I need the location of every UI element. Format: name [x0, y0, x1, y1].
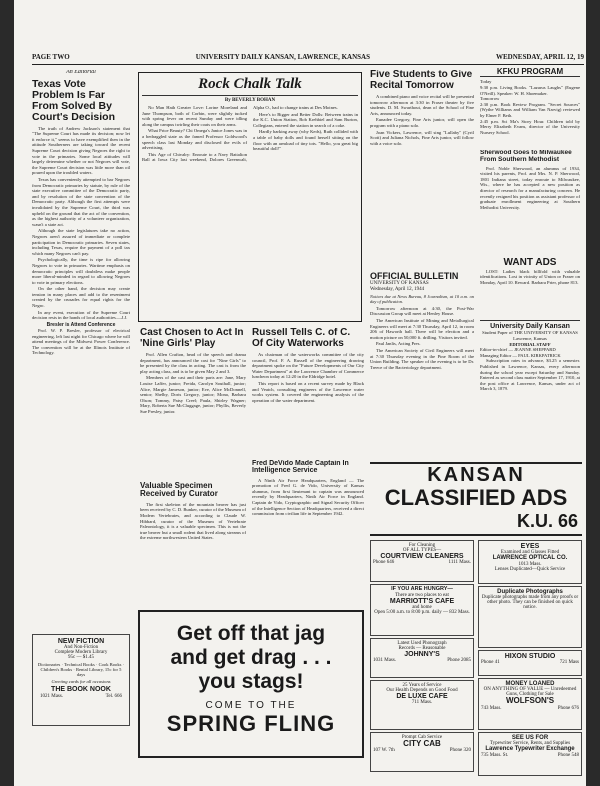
ad-name: MARRIOTT'S CAFE	[389, 597, 455, 605]
rock-chalk-paragraph: No Man Hath Greater Love: Lorine Moreland and June Thompson, both of Corbin, were slightly tucked with spring fever on recent Sunday and were idling along the campus twirling their coats on their arms.	[142, 105, 247, 127]
recital-paragraph: Joan Vickers, Lawrence, will sing "Lullaby" (Cyril Scott) and Juliana Nichols, Fine Arts junior, will follow with a voice solo.	[370, 129, 474, 146]
ad-top: EYES	[520, 543, 540, 550]
want-ads	[480, 258, 580, 316]
book-ad-line2: And Non-Fiction	[63, 645, 99, 651]
rock-chalk-paragraph: Here's to Bigger and Better Dolls: Between trains in the K.C. Union Station, Bob Krehbiel and Sam Burton, Collegians, entered the station in search of a coke.	[253, 111, 358, 128]
valuable-text: The first skeleton of the mountain beaver has just been received by C. D. Bunker, curator of the Museum of Modern Vertebrates, and according to Claude W. Hibbard, curator of the Museum of Vertebrate Paleontology, it is a valuable specimen. This is not the true beaver but a small rodent that lived along streams of the extreme northwestern United States.	[140, 501, 246, 541]
masthead-managing: Managing Editor — PAUL KIRKPATRICK	[480, 352, 561, 358]
ad-phone: and home	[412, 605, 432, 611]
ad-phone: 107 W. 7th	[373, 748, 395, 754]
want-ads-text: LOST: Ladies black billfold with valuable identifications. Lost in vicinity of Union or Fraser on Monday, April 10. Reward. Barbara Prier, phone 813.	[480, 268, 580, 285]
book-nook-ad	[32, 634, 130, 726]
editorial-paragraph: Although the state legislatures take no action, Negroes aren't assured of immediate or complete participation in Democratic primaries. Seven states, including Texas, require the payment of a poll tax which many Negroes can't pay.	[32, 228, 130, 256]
spring-fling-line3: you stags!	[198, 670, 304, 693]
rock-chalk-talk-box	[138, 72, 362, 322]
ad-mid: OF ALL TYPES—	[402, 548, 442, 553]
ad-addr: Phone 548	[557, 752, 579, 758]
ad-top: Duplicate Photographs	[497, 589, 563, 595]
scan-edge-left	[0, 0, 14, 786]
rock-chalk-byline: By BEVERLY BOHAN	[224, 98, 276, 103]
valuable-article	[140, 482, 246, 602]
ad-phone: 735 Mass. St.	[481, 752, 509, 758]
book-ad-line3: Complete Modern Library	[54, 650, 108, 656]
cast-article	[140, 328, 246, 480]
page-number: PAGE TWO	[32, 53, 70, 61]
editorial-paragraph: The truth of Andrew Jackson's statement that "The Supreme Court has made its decision; now let it enforce it," seems to have exemplified then in the attitude Southerners are taking toward the recent Supreme Court decision giving Negroes the right to vote in the primaries. Some local attitudes will largely determine whether or not Negroes will vote, the Supreme Court decision was little more than oil poured upon the troubled waters.	[32, 125, 130, 176]
spring-fling-line2: and get drag . . .	[170, 646, 332, 669]
russell-paragraph: This report is based on a recent survey made by Black and Veatch, consulting engineers of the Lawrence water works system. It covered the engineering analysis of the operation of the water department.	[252, 380, 364, 403]
masthead	[480, 320, 580, 430]
want-ads-title: WANT ADS	[503, 258, 557, 268]
editorial-column	[32, 70, 130, 630]
spring-fling-line4: COME TO THE	[205, 700, 297, 711]
rock-chalk-paragraph: What Price Beauty? Chi Omega's Janice Jones was in a bedraggled state as the famed Professor Goldwood's speech class last Monday and disclosed the evils of advertising.	[142, 128, 247, 151]
classified-header	[370, 462, 582, 536]
ad-mid: ON ANYTHING OF VALUE — Unredeemed Guns, Clothing for Sale	[483, 687, 577, 698]
russell-article	[252, 328, 364, 458]
bulletin-paragraph: The American Society of Civil Engineers will meet at 7:30 Thursday evening in the Pine Room of the Union Building. The speaker of the evening is to be Dr. Treece of the Bacteriology department.	[370, 347, 474, 370]
masthead-title: University Daily Kansan	[490, 323, 570, 330]
recital-paragraph: A combined piano and voice recital will be presented tomorrow afternoon at 3:30 in Fraser theater by five students. D. M. Swarthout, dean of the School of Fine Arts, announced today.	[370, 94, 474, 116]
classified-title1: KANSAN	[427, 464, 525, 486]
valuable-headline: Valuable Specimen Received by Curator	[140, 482, 218, 499]
ad-mid: Our Health Depends on Good Food	[386, 688, 458, 693]
masthead-sub: Student Paper of THE UNIVERSITY OF KANSAS	[482, 330, 578, 336]
ad-phone: 711 Mass.	[411, 700, 433, 706]
book-ad-address: 1021 Mass.	[40, 693, 64, 699]
masthead-text: Subscription rates in advance, $3.25 a semester. Published in Lawrence, Kansas, every afternoon during the school year except Saturday and Sunday. Entered as second class matter September 17, 1910, at the post office at Lawrence, Kansas, under act of March 3, 1879.	[480, 358, 580, 392]
book-ad-title: NEW FICTION	[57, 638, 105, 645]
cast-headline: Cast Chosen to Act In 'Nine Girls' Play	[140, 328, 244, 349]
recital-headline: Five Students to Give Recital Tomorrow	[370, 70, 473, 91]
classified-left	[370, 540, 474, 780]
bulletin-title: OFFICIAL BULLETIN	[370, 272, 459, 281]
spring-fling-title: SPRING FLING	[166, 711, 336, 736]
recital-article	[370, 70, 474, 242]
page-header	[32, 53, 584, 65]
ad-top: MONEY LOANED	[505, 681, 555, 687]
ad-name: LAWRENCE OPTICAL CO.	[492, 555, 568, 562]
masthead-staff: EDITORIAL STAFF	[509, 341, 551, 347]
bresler-text: Prof. W. P. Bresler, professor of electrical engineering, left last night for Chicago where he will attend meetings of the Midwest Power Conference. The convention will be at the Illinois Institute of Technology.	[32, 328, 130, 356]
classified-ad	[478, 678, 582, 730]
devido-article	[252, 460, 364, 602]
bulletin-note: Notices due at News Bureau, 8 Journalism, at 10 a.m. on day of publication.	[370, 293, 474, 305]
kfku-program	[480, 68, 580, 148]
ad-mid: There are two places to eat	[395, 592, 449, 598]
editorial-paragraph: In any event, execution of the Supreme Court decision rests in the hands of local authorities.—J.J.	[32, 309, 130, 321]
editorial-paragraph: Texas has conveniently attempted to bar Negroes from Democratic primaries by statute, by rule of the state executive committee of the Democratic party, and by resolution of the state convention of the Democratic party. Although the first attempts were invalidated by the Supreme Court, the third was upheld on the ground that the act of the convention, as the highest authority of a volunteer organization, wasn't a state act.	[32, 177, 130, 227]
ad-phone: 1013 Mass.	[518, 561, 542, 567]
book-ad-name: THE BOOK NOOK	[51, 686, 111, 694]
kfku-line: 2:45 p.m. Sci Ma's Story Hour. Children told by Merry Elizabeth Evans, director of the University Nursery School.	[480, 118, 580, 135]
rock-chalk-paragraph: This Age of Chivalry: Enroute to a Navy Battalion Ball at Iowa City last weekend, Dolores Greenwalt, Alpha O., had to change trains at Des Moines.	[142, 105, 338, 163]
masthead-editor: Editor-in-chief — JEANNE SHEPPARD	[480, 347, 556, 353]
ad-name: HIXON STUDIO	[504, 653, 556, 660]
bresler-headline: Bresler is Attend Conference	[46, 321, 116, 328]
ad-phone: Phone 41	[481, 660, 500, 666]
classified-ad	[370, 680, 474, 730]
kfku-title: KFKU PROGRAM	[480, 68, 580, 77]
kfku-line: Today	[480, 79, 492, 85]
ad-name: CITY CAB	[403, 739, 441, 748]
classified-phone: K.U. 66	[516, 511, 578, 531]
ad-addr: Phone 320	[449, 748, 471, 754]
sherwood-headline: Sherwood Goes to Milwaukee From Southern Methodist	[480, 150, 572, 163]
rock-chalk-paragraph: Hardly barking away (why Keds), Ruth collided with a table of baby dolls and found herself sitting on the floor with an armload of tiny tots. "Hello, you great big beautiful doll!"	[253, 129, 358, 152]
ad-top: For Cleaning	[408, 543, 436, 548]
rock-chalk-title: Rock Chalk Talk	[142, 76, 358, 96]
kfku-line: 9:30 p.m. Living Books. "Lazarus Laughs" (Eugene O'Neill). Speaker: W. H. Shoemaker.	[480, 84, 580, 96]
ad-addr: Open 5:00 a.m. to 8:00 p.m. daily — 832 Mass.	[374, 610, 470, 616]
ad-addr: Phone 2085	[447, 658, 471, 664]
classified-ad	[478, 540, 582, 584]
rock-chalk-body	[142, 105, 358, 315]
ad-top: IF YOU ARE HUNGRY—	[391, 586, 453, 592]
book-ad-phone: Tel. 666	[105, 693, 122, 699]
classified-ad	[370, 732, 474, 772]
classified-ad	[478, 650, 582, 676]
ad-top: Latest Used Phonograph	[397, 641, 447, 646]
ad-phone: 743 Mass.	[481, 705, 502, 711]
ad-mid: Duplicate photographs made from any proofs or other photo. They can be finished on quick notice.	[481, 595, 579, 611]
ad-name: Lawrence Typewriter Exchange	[485, 746, 575, 753]
kfku-line: 2:30 p.m. Book Review Program. "Secret Sources" (Wythe Williams and William Van Narvig) reviewed by Elmer F. Beth.	[480, 101, 580, 118]
editorial-paragraph: On the other hand, the decision may create tension in many places and add to the resentment created by the crusades for equal rights for the Negro.	[32, 286, 130, 309]
ad-addr: Phone 676	[557, 705, 579, 711]
spring-fling-ad	[138, 610, 364, 758]
book-ad-items: Dictionaries · Technical Books · Cook Books · Children's Books · Rental Library, 15c for 5 days	[37, 662, 125, 678]
ad-mid: Records — Reasonable	[398, 646, 446, 651]
ad-addr: 1111 Mass.	[448, 560, 471, 566]
paper-name: UNIVERSITY DAILY KANSAN, LAWRENCE, KANSAS	[195, 53, 370, 61]
ad-name: WOLFSON'S	[505, 696, 555, 706]
sherwood-article	[480, 150, 580, 256]
russell-paragraph: As chairman of the waterworks committee of the city council, Prof. F. A. Russell of the engineering drawing department spoke on the "Future Developments of Our City Water Department" at the Lawrence Chamber of Commerce luncheon today at 12:20 in the Eldridge hotel.	[252, 352, 364, 380]
cast-paragraph: Members of the cast and their parts are: Jane, Mary Louise Laffer, junior; Freida, Carolyn Southall, junior; Alice, Margie Jameson, junior; Eve, Alice McDonnell, senior; Shelby, Doris Gregory, junior; Mona, Barbara Olson; Tommy, Patsy Creel; Paula, Shirley Wagner; Mary, Roberta Sue McCluggage, junior; Phyllis, Beverly Sue Presley, junior.	[140, 375, 246, 414]
book-ad-line4: 95c — $1.45	[68, 655, 94, 661]
classified-ad	[370, 540, 474, 582]
cast-paragraph: Prof. Allen Crafton, head of the speech and drama department, has announced the cast for "Nine Girls" to be presented by the class in acting. The cast is from the play acting class, and is to be given May 2 and 3.	[140, 352, 246, 374]
editorial-tag: An Editorial	[66, 70, 96, 75]
masthead-place: Lawrence, Kansas	[513, 335, 547, 341]
ad-name: COURTVIEW CLEANERS	[380, 553, 464, 560]
book-ad-tagline: Greeting cards for all occasions	[51, 679, 111, 685]
ad-addr: 721 Mass	[559, 660, 579, 666]
editorial-headline: Texas Vote Problem Is Far From Solved By Court's Decision	[32, 77, 116, 123]
classified-ad	[478, 732, 582, 776]
kfku-line: Tomorrow	[480, 96, 500, 102]
scan-edge-right	[586, 0, 600, 786]
classified-title2: CLASSIFIED ADS	[384, 485, 568, 510]
classified-ad	[370, 638, 474, 678]
bulletin-paragraph: The American Institute of Mining and Metallurgical Engineers will meet at 7:30 Thursday, April 12, in room 206 of Haworth hall. There will be election and a motion picture on 50,000 ft. drilling. Visitors invited.	[370, 318, 474, 340]
issue-date: WEDNESDAY, APRIL 12, 19	[496, 53, 584, 61]
ad-top: Prompt Cab Service	[401, 735, 443, 740]
classified-ad	[478, 586, 582, 648]
ad-name: DE LUXE CAFE	[396, 693, 448, 700]
sherwood-text: Prof. Noble Sherwood, an alumnus of 1934, visited his parents, Prof. and Mrs. N. P. Sherwood, 1801 Indiana street, today enroute to Milwaukee, Wis., where he has accepted a new position as director of research for a manufacturing concern. He recently resigned his position as assistant professor of graduate enrollment engineering at Southern Methodist University.	[480, 165, 580, 210]
classified-right	[478, 540, 582, 780]
editorial-paragraph: Psychologically, the time is ripe for allowing Negroes to vote in primaries. Wartime emphasis on democratic principles will doubtless make people more liberal-minded in regard to allowing Negroes to vote in primary elections.	[32, 257, 130, 285]
ad-name: JOHNNY'S	[404, 651, 440, 658]
ad-mid: Examined and Glasses Fitted	[500, 550, 560, 556]
ad-top: 25 Years of Service	[402, 683, 442, 688]
recital-paragraph: Eunadee Gregory, Fine Arts junior, will open the program with a piano solo.	[370, 117, 474, 128]
ad-top: SEE US FOR	[511, 735, 549, 741]
ad-addr: Lenses Duplicated—Quick Service	[494, 566, 566, 572]
ad-phone: 1031 Mass.	[373, 658, 397, 664]
bulletin-date: Wednesday, April 12, 1944	[370, 287, 425, 293]
devido-text: A Ninth Air Force Headquarters, England — The promotion of Fred G. de Vido, University of Kansas alumnus, from first lieutenant to captain was announced recently by Headquarters, Ninth Air Force in England. Captain de Vido, Cryptographic and Signal Security Officer of the Intelligence Section of Headquarters, received a direct commission from civilian life in September 1942.	[252, 477, 364, 517]
classified-ad	[370, 584, 474, 636]
official-bulletin	[370, 272, 474, 458]
bulletin-paragraph: Tomorrow afternoon at 4:30, the Post-War Discussion Group will meet at Henley House.	[370, 305, 474, 317]
spring-fling-line1: Get off that jag	[176, 622, 326, 645]
russell-headline: Russell Tells C. of C. Of City Waterworks	[252, 328, 351, 349]
devido-headline: Fred DeVido Made Captain In Intelligence Service	[252, 460, 349, 475]
bulletin-paragraph: Paul Janlis, Acting Pres.	[376, 341, 421, 347]
ad-mid: Typewriter Service, Rents, and Supplies	[489, 741, 571, 747]
bulletin-sub: UNIVERSITY OF KANSAS	[370, 281, 429, 287]
ad-phone: Phone 646	[373, 560, 395, 566]
